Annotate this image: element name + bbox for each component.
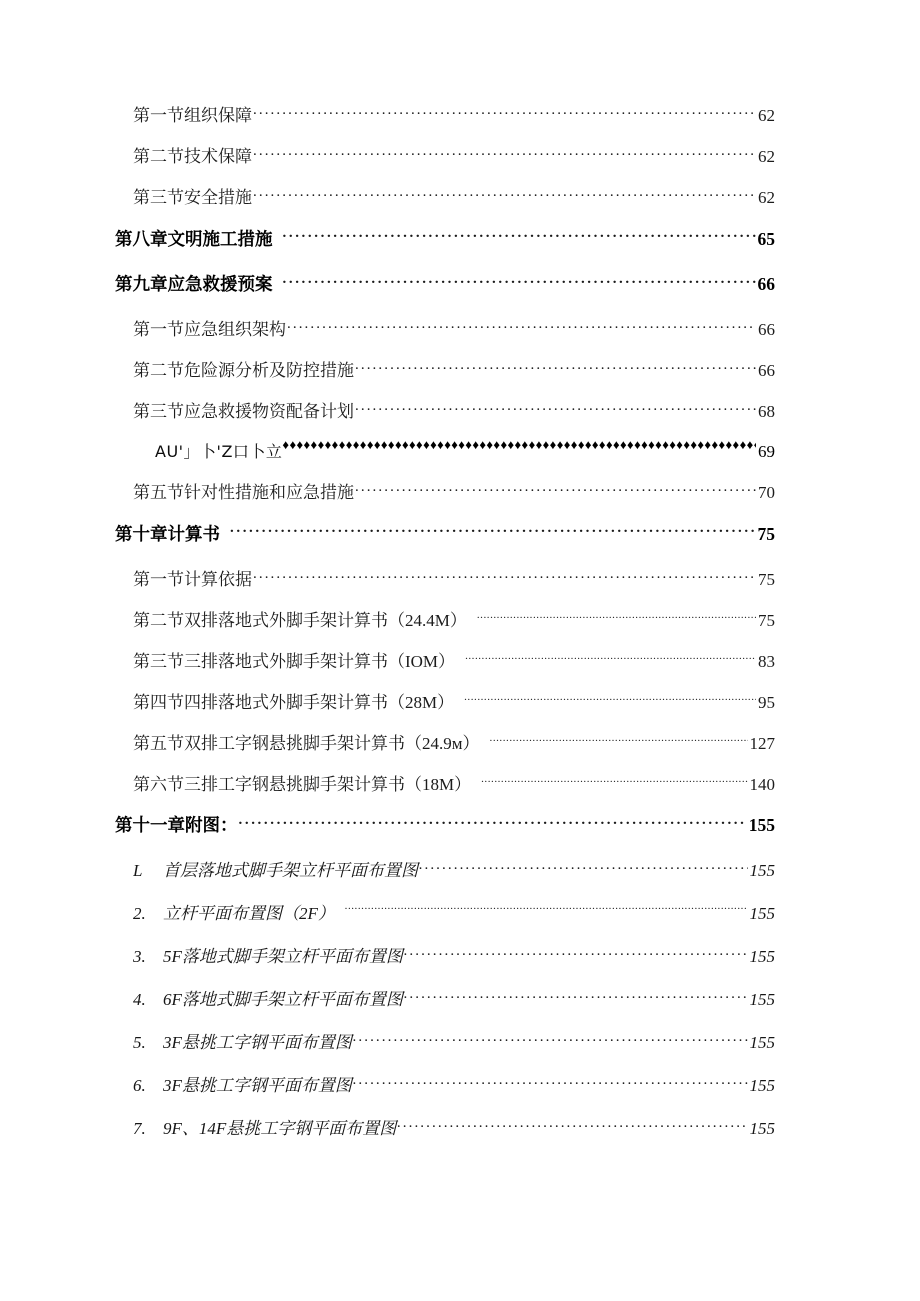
toc-entry-page: 75 [758, 569, 775, 589]
appendix-item-a6[interactable] [133, 1074, 775, 1096]
dot-leader [477, 609, 756, 626]
toc-entry-page: 68 [758, 402, 775, 421]
toc-entry-page: 75 [758, 610, 775, 630]
dot-leader [355, 400, 756, 417]
toc-entry-page: 69 [758, 442, 775, 461]
appendix-item-index: 5. [133, 1033, 146, 1052]
dot-leader [253, 145, 756, 162]
toc-entry-title: 第二节双排落地式外脚手架计算书（24.4M） [133, 610, 467, 630]
appendix-item-index: 3. [133, 947, 146, 966]
appendix-item-page: 155 [749, 1033, 775, 1052]
toc-chapter-page: 75 [757, 523, 775, 544]
toc-chapter-title: 第十一章附图： [115, 815, 238, 835]
toc-entry-e12[interactable] [133, 568, 775, 590]
appendix-item-title: 6F落地式脚手架立杆平面布置图 [163, 990, 403, 1009]
appendix-item-index: 7. [133, 1119, 146, 1138]
toc-entry-title: 第五节针对性措施和应急措施 [133, 483, 354, 502]
toc-entry-title: 第六节三排工字钢悬挑脚手架计算书（18M） [133, 774, 472, 794]
toc-chapter-e11[interactable] [115, 522, 775, 544]
toc-entry-e17[interactable] [133, 773, 775, 795]
toc-entry-e9-garbled[interactable] [155, 441, 775, 462]
toc-entry-page: 62 [758, 188, 775, 207]
appendix-item-title: 立杆平面布置图（2F） [163, 904, 335, 923]
dot-leader [253, 104, 756, 121]
dot-leader [345, 902, 748, 919]
dot-leader [253, 186, 756, 203]
appendix-item-index: 6. [133, 1076, 146, 1095]
appendix-item-a1[interactable] [133, 859, 775, 881]
toc-entry-e6[interactable] [133, 318, 775, 340]
toc-entry-page: 62 [758, 147, 775, 166]
dot-leader [397, 1117, 747, 1134]
toc-entry-title: 第一节应急组织架构 [133, 320, 286, 339]
diamond-leader [282, 441, 756, 457]
appendix-item-page: 155 [749, 861, 775, 880]
toc-entry-e16[interactable] [133, 732, 775, 754]
appendix-item-page: 155 [749, 947, 775, 966]
toc-chapter-e18[interactable] [115, 814, 775, 836]
appendix-item-index: 4. [133, 990, 146, 1009]
toc-entry-e3[interactable] [133, 186, 775, 208]
appendix-item-title: 首层落地式脚手架立杆平面布置图 [163, 861, 418, 880]
toc-entry-e1[interactable] [133, 104, 775, 126]
dot-leader [353, 1074, 748, 1091]
toc-chapter-title: 第八章文明施工措施 [115, 228, 273, 249]
toc-entry-title: 第二节危险源分析及防控措施 [133, 361, 354, 380]
toc-entry-title: 第四节四排落地式外脚手架计算书（28M） [133, 692, 455, 712]
appendix-item-a3[interactable] [133, 945, 775, 967]
toc-entry-title: 第一节组织保障 [133, 106, 252, 125]
dot-leader [404, 945, 748, 962]
toc-entry-e15[interactable] [133, 691, 775, 713]
toc-chapter-page: 66 [757, 274, 775, 294]
toc-entry-page: 127 [749, 733, 775, 753]
toc-entry-page: 140 [749, 774, 775, 794]
appendix-item-page: 155 [749, 990, 775, 1009]
toc-entry-e8[interactable] [133, 400, 775, 422]
toc-chapter-e4[interactable] [115, 227, 775, 249]
toc-entry-title: 第三节三排落地式外脚手架计算书（IOM） [133, 651, 456, 671]
appendix-item-a2[interactable] [133, 902, 775, 924]
toc-entry-title: 第二节技术保障 [133, 147, 252, 166]
appendix-item-title: 3F悬挑工字钢平面布置图 [163, 1033, 352, 1052]
toc-chapter-title: 第九章应急救援预案 [115, 274, 273, 294]
dot-leader [355, 481, 756, 498]
dot-leader [353, 1031, 748, 1048]
dot-leader [464, 691, 756, 708]
toc-chapter-page: 155 [748, 815, 775, 835]
appendix-item-a4[interactable] [133, 988, 775, 1010]
toc-entry-e2[interactable] [133, 145, 775, 167]
dot-leader [481, 773, 747, 790]
appendix-item-a5[interactable] [133, 1031, 775, 1053]
garbled-text: AU'」卜'Z口卜立 [155, 442, 283, 461]
dot-leader [239, 814, 747, 832]
appendix-item-title: 9F、14F悬挑工字钢平面布置图 [163, 1119, 397, 1138]
toc-chapter-page: 65 [757, 228, 775, 249]
toc-chapter-e5[interactable] [115, 273, 775, 295]
dot-leader [287, 318, 756, 335]
appendix-item-title: 3F悬挑工字钢平面布置图 [163, 1076, 352, 1095]
dot-leader [230, 522, 756, 540]
appendix-item-index: 2. [133, 904, 146, 923]
appendix-item-title: 5F落地式脚手架立杆平面布置图 [163, 947, 403, 966]
toc-entry-e13[interactable] [133, 609, 775, 631]
toc-entry-page: 95 [758, 692, 775, 712]
dot-leader [283, 227, 756, 245]
appendix-item-index: L [133, 861, 143, 880]
dot-leader [419, 859, 748, 876]
toc-entry-e14[interactable] [133, 650, 775, 672]
toc-entry-title: 第一节计算依据 [133, 569, 252, 589]
toc-entry-page: 83 [758, 651, 775, 671]
dot-leader [253, 568, 756, 585]
toc-entry-title: 第五节双排工字钢悬挑脚手架计算书（24.9м） [133, 733, 480, 753]
toc-entry-page: 70 [758, 483, 775, 502]
toc-entry-title: 第三节应急救援物资配备计划 [133, 402, 354, 421]
toc-entry-e10[interactable] [133, 481, 775, 503]
toc-entry-page: 62 [758, 106, 775, 125]
dot-leader [404, 988, 748, 1005]
dot-leader [355, 359, 756, 376]
appendix-item-a7[interactable] [133, 1117, 775, 1139]
toc-entry-title: 第三节安全措施 [133, 188, 252, 207]
dot-leader [283, 273, 756, 291]
toc-entry-e7[interactable] [133, 359, 775, 381]
toc-entry-page: 66 [758, 361, 775, 380]
toc-entry-page: 66 [758, 320, 775, 339]
appendix-item-page: 155 [749, 1119, 775, 1138]
appendix-item-page: 155 [749, 1076, 775, 1095]
toc-chapter-title: 第十章计算书 [115, 523, 220, 544]
dot-leader [490, 732, 748, 749]
dot-leader [465, 650, 756, 667]
appendix-item-page: 155 [749, 904, 775, 923]
